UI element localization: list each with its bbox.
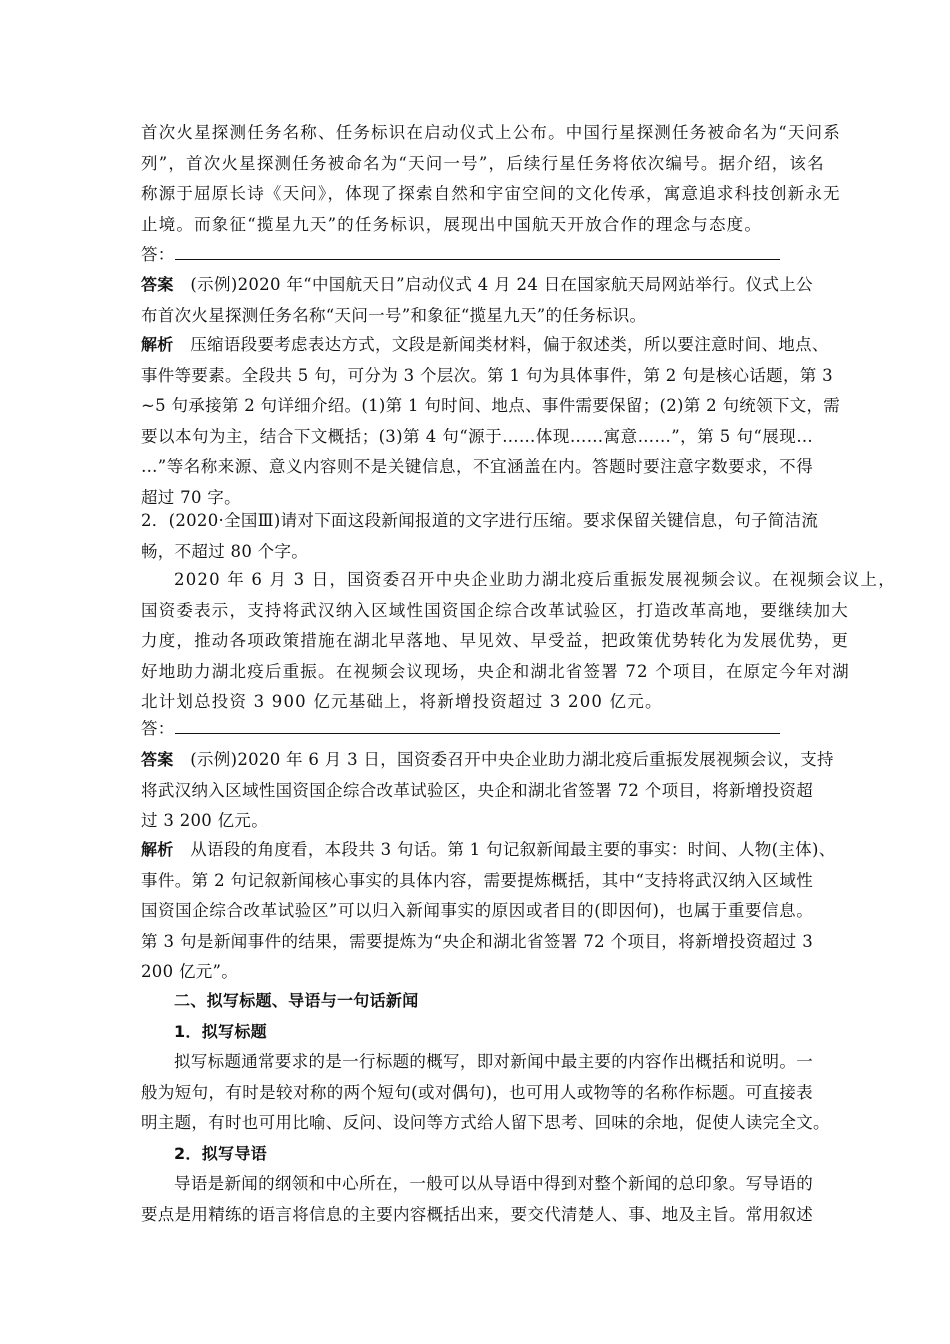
subsection-1-line: 般为短句，有时是较对称的两个短句(或对偶句)，也可用人或物等的名称作标题。可直接表	[141, 1082, 813, 1102]
analysis-1-line: 压缩语段要考虑表达方式，文段是新闻类材料，偏于叙述类，所以要注意时间、地点、	[190, 335, 829, 354]
analysis-2-line: 200 亿元”。	[141, 962, 239, 981]
analysis-2-line: 事件。第 2 句记叙新闻核心事实的具体内容，需要提炼概括，其中“支持将武汉纳入区域性	[141, 870, 813, 890]
answer-1-line: 布首次火星探测任务名称“天问一号”和象征“揽星九天”的任务标识。	[141, 305, 647, 325]
passage-2-line: 北计划总投资 3 900 亿元基础上，将新增投资超过 3 200 亿元。	[141, 692, 663, 711]
subsection-heading: 2．拟写导语	[174, 1143, 267, 1163]
analysis-2-line: 第 3 句是新闻事件的结果，需要提炼为“央企和湖北省签署 72 个项目，将新增投资超过 3	[141, 931, 813, 951]
section-2	[141, 986, 830, 1230]
passage-2	[141, 565, 896, 718]
answer-2-line: (示例)2020 年 6 月 3 日，国资委召开中央企业助力湖北疫后重振发展视频会议，支持	[190, 750, 834, 769]
answer-prompt-label: 答：	[141, 719, 175, 738]
analysis-1-line: ~5 句承接第 2 句详细介绍。(1)第 1 句时间、地点、事件需要保留；(2)第 2 句统领下文，需	[141, 396, 841, 415]
answer-2-line: 将武汉纳入区域性国资国企综合改革试验区，央企和湖北省签署 72 个项目，将新增投资超	[141, 780, 813, 800]
subsection-2-line: 要点是用精练的语言将信息的主要内容概括出来，要交代清楚人、事、地及主旨。常用叙述	[141, 1204, 813, 1224]
subsection-2-line: 导语是新闻的纲领和中心所在，一般可以从导语中得到对整个新闻的总印象。写导语的	[174, 1174, 813, 1193]
subsection-1-line: 拟写标题通常要求的是一行标题的概写，即对新闻中最主要的内容作出概括和说明。一	[174, 1052, 813, 1071]
answer-1-line: (示例)2020 年“中国航天日”启动仪式 4 月 24 日在国家航天局网站举行。仪式上公	[190, 275, 813, 294]
analysis-1-line: 超过 70 字。	[141, 487, 241, 507]
passage-1-line: 止境。而象征“揽星九天”的任务标识，展现出中国航天开放合作的理念与态度。	[141, 214, 763, 234]
passage-2-line: 好地助力湖北疫后重振。在视频会议现场，央企和湖北省签署 72 个项目，在原定今年对湖	[141, 661, 850, 681]
answer-blank-line[interactable]	[175, 241, 780, 260]
analysis-2	[141, 835, 836, 988]
passage-2-line: 力度，推动各项政策措施在湖北早落地、早见效、早受益，把政策优势转化为发展优势，更	[141, 631, 849, 650]
answer-1	[141, 270, 813, 331]
answer-2-line: 过 3 200 亿元。	[141, 811, 269, 830]
question-2	[141, 506, 819, 567]
subsection-heading: 1．拟写标题	[174, 1021, 267, 1041]
answer-prompt-label: 答：	[141, 245, 175, 264]
passage-1-line: 称源于屈原长诗《天问》，体现了探索自然和宇宙空间的文化传承，寓意追求科技创新永无	[141, 184, 841, 203]
passage-1-line: 首次火星探测任务名称、任务标识在启动仪式上公布。中国行星探测任务被命名为“天问系	[141, 123, 841, 142]
passage-2-line: 国资委表示，支持将武汉纳入区域性国资国企综合改革试验区，打造改革高地，要继续加大	[141, 600, 849, 620]
answer-blank-1	[141, 240, 813, 271]
passage-1-line: 列”，首次火星探测任务被命名为“天问一号”，后续行星任务将依次编号。据介绍，该名	[141, 153, 825, 173]
answer-blank-line[interactable]	[175, 715, 780, 734]
subsection-1-line: 明主题，有时也可用比喻、反问、设问等方式给人留下思考、回味的余地，促使人读完全文。	[141, 1113, 830, 1132]
analysis-1	[141, 330, 841, 513]
analysis-label: 解析	[141, 335, 174, 354]
analysis-2-line: 从语段的角度看，本段共 3 句话。第 1 句记叙新闻最主要的事实：时间、人物(主体)、	[190, 840, 836, 859]
answer-blank-2	[141, 714, 813, 745]
question-2-line: 2．(2020·全国Ⅲ)请对下面这段新闻报道的文字进行压缩。要求保留关键信息，句子简洁流	[141, 511, 819, 530]
answer-2	[141, 745, 834, 837]
question-2-line: 畅，不超过 80 个字。	[141, 541, 309, 561]
answer-label: 答案	[141, 275, 174, 294]
section-heading: 二、拟写标题、导语与一句话新闻	[174, 991, 419, 1010]
analysis-1-line: 要以本句为主，结合下文概括；(3)第 4 句“源于……体现……寓意……”，第 5 句“展现…	[141, 426, 813, 446]
passage-1	[141, 118, 841, 240]
analysis-1-line: 事件等要素。全段共 5 句，可分为 3 个层次。第 1 句为具体事件，第 2 句是核心话题，第 3	[141, 365, 833, 385]
passage-2-line: 2020 年 6 月 3 日，国资委召开中央企业助力湖北疫后重振发展视频会议。在视频会议上，	[174, 570, 896, 589]
analysis-label: 解析	[141, 840, 174, 859]
answer-label: 答案	[141, 750, 174, 769]
analysis-2-line: 国资国企综合改革试验区”可以归入新闻事实的原因或者目的(即因何)，也属于重要信息。	[141, 901, 813, 920]
analysis-1-line: …”等名称来源、意义内容则不是关键信息，不宜涵盖在内。答题时要注意字数要求，不得	[141, 457, 813, 476]
